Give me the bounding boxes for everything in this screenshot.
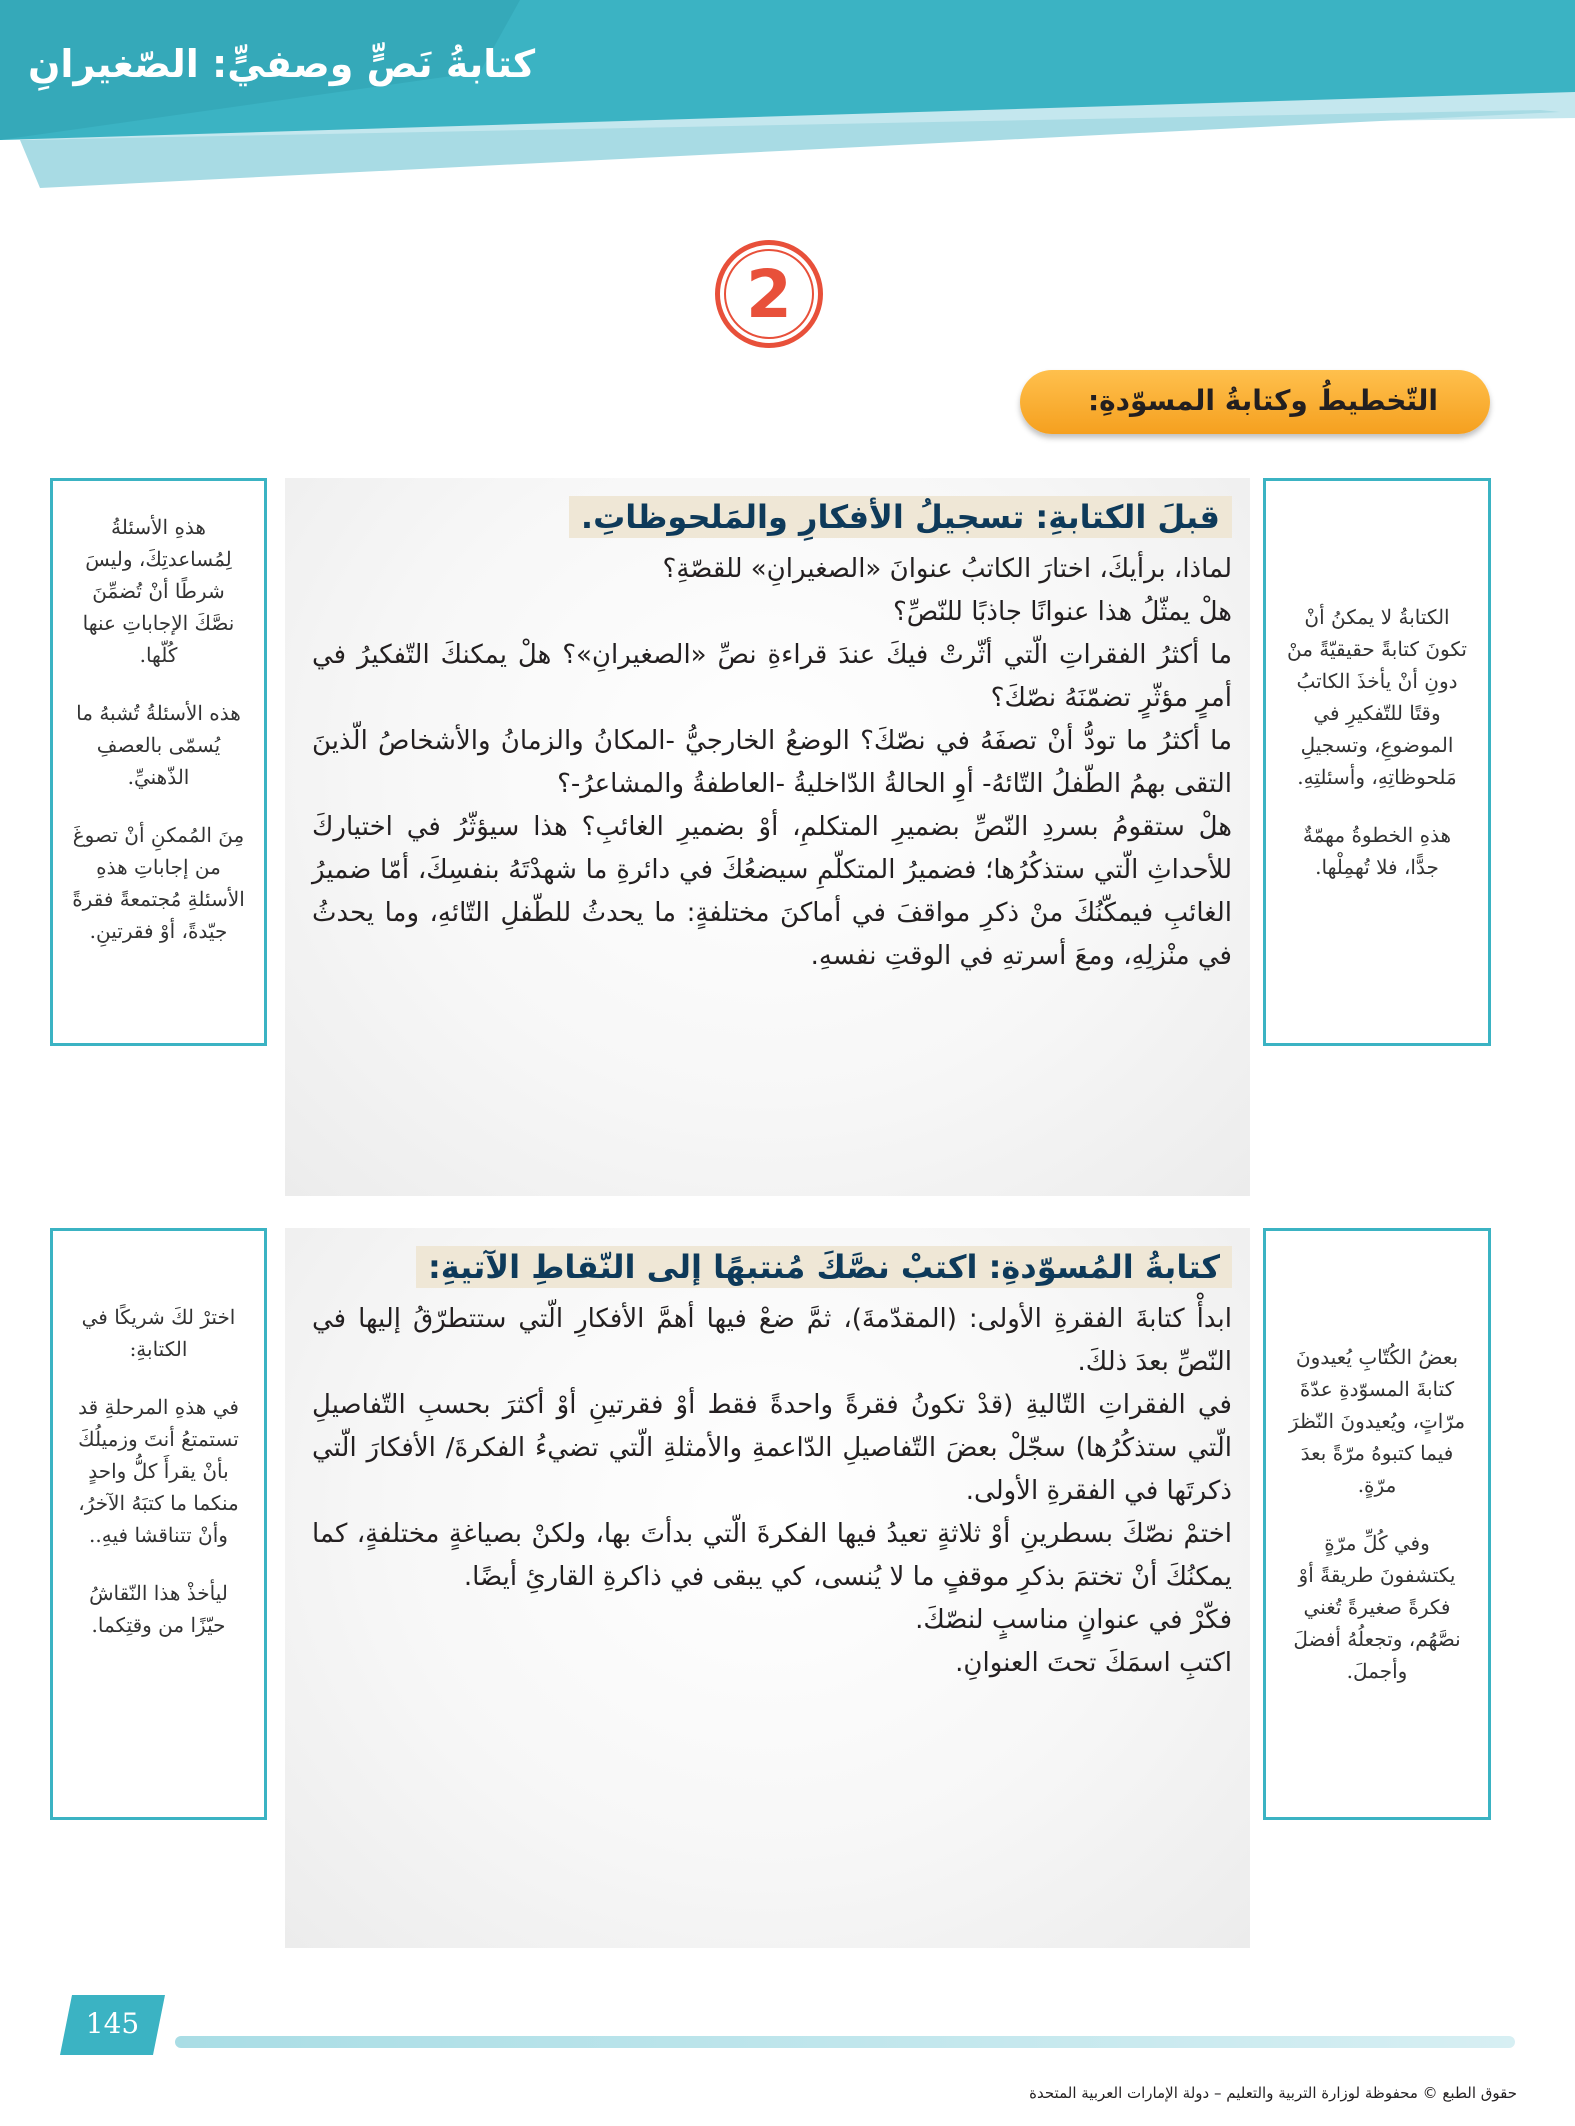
side-note-right-2 [1263, 1228, 1491, 1820]
side-note-left-2 [50, 1228, 267, 1820]
phase-heading-pill [1020, 370, 1490, 434]
side-note-text: اخترْ لكَ شريكًا في الكتابةِ: [81, 1305, 236, 1361]
copyright-notice: حقوق الطبع © محفوظة لوزارة التربية والتعليم – دولة الإمارات العربية المتحدة [1029, 2084, 1517, 2102]
side-note-text: هذهِ الخطوةُ مهمّةٌ جدًّا، فلا تُهمِلْها. [1302, 823, 1452, 879]
header-banner [0, 0, 1575, 200]
side-note-text: ليأخذْ هذا النّقاشُ حيّزًا من وقتِكما. [89, 1581, 228, 1637]
question-line: ما أكثرُ الفقراتِ الّتي أثّرتْ فيكَ عندَ قراءةِ نصِّ «الصغيرانِ»؟ هلْ يمكنكَ التّفكيرُ في أمرٍ مؤثّرٍ تضمّنَهُ نصّكَ؟ [312, 640, 1232, 713]
side-note-text: في هذهِ المرحلةِ قد تستمتعُ أنتَ وزميلُكَ بأنْ يقرأَ كلُّ واحدٍ منكما ما كتبَهُ الآخرُ، وأنْ تتناقشا فيهِ.. [78, 1395, 239, 1547]
panel-heading: قبلَ الكتابةِ: تسجيلُ الأفكارِ والمَلحوظاتِ. [569, 496, 1232, 538]
banner-shape [0, 0, 1575, 200]
side-note-text: هذهِ الأسئلةُ لِمُساعدتِكَ، وليسَ شرطًا أنْ تُضمِّنَ نصَّكَ الإجاباتِ عنها كُلّها. [82, 515, 235, 667]
instruction-line: اكتبِ اسمَكَ تحتَ العنوانِ. [955, 1648, 1232, 1678]
question-line: هلْ يمثّلُ هذا عنوانًا جاذبًا للنّصِّ؟ [892, 597, 1232, 627]
draft-writing-panel [285, 1228, 1250, 1948]
panel-body [312, 1298, 1232, 1685]
panel-body [312, 548, 1232, 978]
instruction-line: ابدأْ كتابةَ الفقرةِ الأولى: (المقدّمةَ)، ثمَّ ضعْ فيها أهمَّ الأفكارِ الّتي ستتطرّقُ إليها في النّصِّ بعدَ ذلكَ. [312, 1304, 1232, 1377]
instruction-line: في الفقراتِ التّاليةِ (قدْ تكونُ فقرةً واحدةً فقط أوْ فقرتينِ أوْ أكثرَ بحسبِ التّفاصيلِ الّتي ستذكُرُها) سجّلْ بعضَ التّفاصيلِ الدّاعمةِ والأمثلةِ الّتي تضيءُ الفكرةَ/ الأفكارَ الّتي ذكرتَها في الفقرةِ الأولى. [312, 1390, 1232, 1506]
side-note-text: مِنَ المُمكنِ أنْ تصوغَ من إجاباتِ هذهِ الأسئلةِ مُجتمعةً فقرةً جيّدةً، أوْ فقرتينِ. [72, 823, 245, 943]
side-note-text: بعضُ الكُتّابِ يُعيدونَ كتابةَ المسوّدةِ عدّةَ مرّاتٍ، ويُعيدونَ النّظرَ فيما كتبوهُ مرّةً بعدَ مرّةٍ. [1288, 1345, 1466, 1497]
side-note-text: وفي كُلِّ مرّةٍ يكتشفونَ طريقةً أوْ فكرةً صغيرةً تُغني نصَّهُم، وتجعلُهُ أفضلَ وأجملَ. [1293, 1531, 1461, 1683]
phase-heading: التّخطيطُ وكتابةُ المسوّدةِ: [1087, 384, 1438, 417]
footer-divider [175, 2036, 1515, 2048]
page-number-tab [60, 1995, 165, 2055]
instruction-line: فكّرْ في عنوانٍ مناسبٍ لنصّكَ. [915, 1605, 1232, 1635]
question-line: لماذا، برأيكَ، اختارَ الكاتبُ عنوانَ «الصغيرانِ» للقصّةِ؟ [662, 554, 1232, 584]
side-note-left-1 [50, 478, 267, 1046]
side-note-right-1 [1263, 478, 1491, 1046]
page-title: كتابةُ نَصٍّ وصفيٍّ: الصّغيرانِ [28, 42, 536, 86]
instruction-line: اختمْ نصّكَ بسطرينِ أوْ ثلاثةٍ تعيدُ فيها الفكرةَ الّتي بدأتَ بها، ولكنْ بصياغةٍ مختلفةٍ، كما يمكنُكَ أنْ تختمَ بذكرِ موقفٍ ما لا يُنسى، كي يبقى في ذاكرةِ القارئِ أيضًا. [312, 1519, 1232, 1592]
section-number-badge [715, 240, 823, 348]
question-line: ما أكثرُ ما تودُّ أنْ تصفَهُ في نصّكَ؟ الوضعُ الخارجيُّ -المكانُ والزمانُ والأشخاصُ الّذينَ التقى بهمُ الطّفلُ التّائهُ- أوِ الحالةُ الدّاخليةُ -العاطفةُ والمشاعرُ-؟ [312, 726, 1232, 799]
before-writing-panel [285, 478, 1250, 1196]
side-note-text: هذه الأسئلةُ تُشبهُ ما يُسمّى بالعصفِ الذّهنيِّ. [76, 701, 241, 789]
question-line: هلْ ستقومُ بسردِ النّصِّ بضميرِ المتكلمِ، أوْ بضميرِ الغائبِ؟ هذا سيؤثّرُ في اختياركَ للأحداثِ الّتي ستذكُرُها؛ فضميرُ المتكلّمِ سيضعُكَ في دائرةِ ما شهدْتَهُ بنفسِكَ، أمّا ضميرُ الغائبِ فيمكّنُكَ منْ ذكرِ مواقفَ في أماكنَ مختلفةٍ: ما يحدثُ للطّفلِ التّائهِ، وما يحدثُ في منْزلِهِ، ومعَ أسرتهِ في الوقتِ نفسهِ. [312, 812, 1232, 971]
section-number: 2 [724, 249, 814, 339]
page-number: 145 [85, 2007, 140, 2040]
side-note-text: الكتابةُ لا يمكنُ أنْ تكونَ كتابةً حقيقيّةً منْ دونِ أنْ يأخذَ الكاتبُ وقتًا للتّفكيرِ في الموضوعِ، وتسجيلِ مَلحوظاتِهِ، وأسئلتِهِ. [1287, 605, 1467, 789]
panel-heading: كتابةُ المُسوّدةِ: اكتبْ نصَّكَ مُنتبهًا إلى النّقاطِ الآتيةِ: [416, 1246, 1232, 1288]
